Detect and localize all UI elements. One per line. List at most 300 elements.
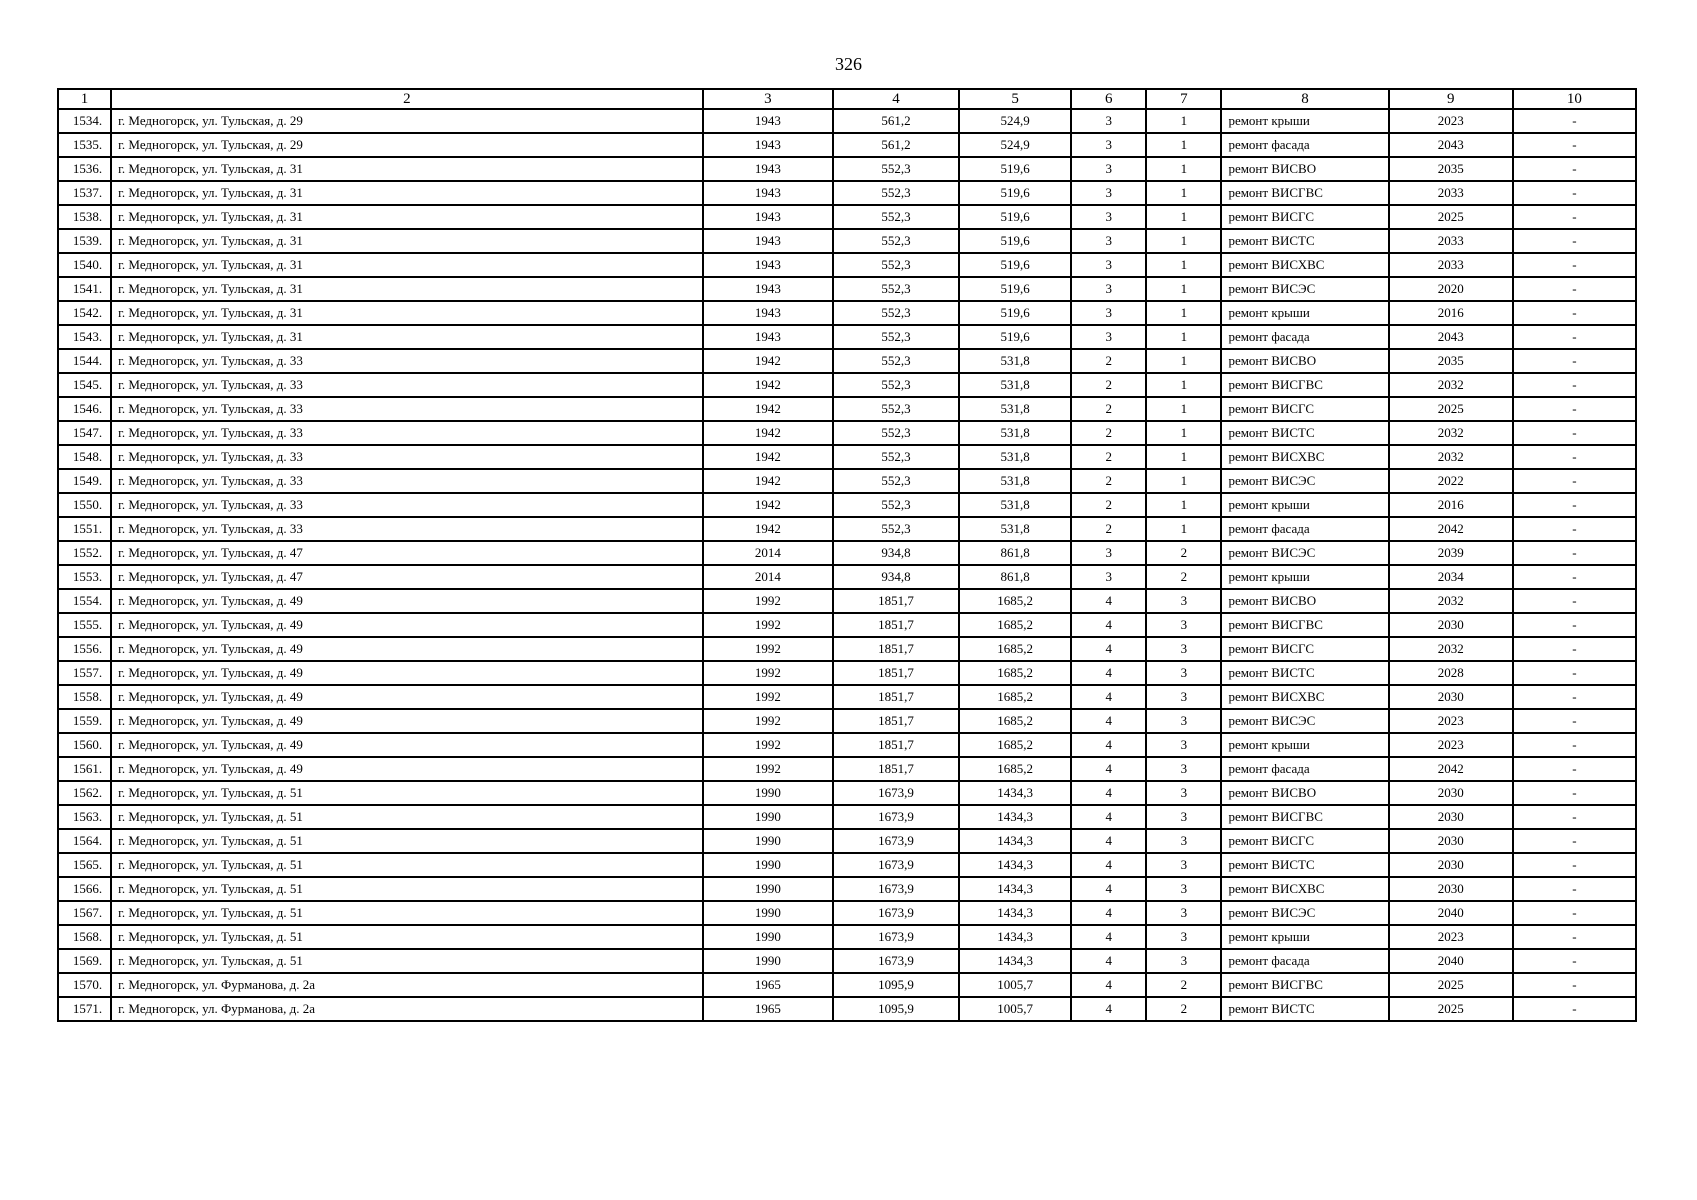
work-type-cell: ремонт ВИСГВС <box>1221 373 1388 397</box>
row-number: 1560. <box>58 733 111 757</box>
address-cell: г. Медногорск, ул. Тульская, д. 49 <box>111 733 703 757</box>
row-number: 1562. <box>58 781 111 805</box>
year-cell: 1943 <box>703 325 833 349</box>
note-cell: - <box>1513 925 1636 949</box>
year-cell: 1992 <box>703 733 833 757</box>
living-area-cell: 861,8 <box>959 541 1071 565</box>
total-area-cell: 552,3 <box>833 373 959 397</box>
total-area-cell: 1673,9 <box>833 853 959 877</box>
work-type-cell: ремонт крыши <box>1221 109 1388 133</box>
row-number: 1554. <box>58 589 111 613</box>
year-cell: 1942 <box>703 349 833 373</box>
floors-cell: 3 <box>1071 133 1146 157</box>
total-area-cell: 552,3 <box>833 277 959 301</box>
planned-year-cell: 2030 <box>1389 829 1513 853</box>
work-type-cell: ремонт фасада <box>1221 757 1388 781</box>
floors-cell: 4 <box>1071 925 1146 949</box>
total-area-cell: 1673,9 <box>833 805 959 829</box>
total-area-cell: 552,3 <box>833 301 959 325</box>
planned-year-cell: 2030 <box>1389 685 1513 709</box>
row-number: 1546. <box>58 397 111 421</box>
note-cell: - <box>1513 637 1636 661</box>
entrances-cell: 2 <box>1146 541 1221 565</box>
entrances-cell: 3 <box>1146 877 1221 901</box>
row-number: 1537. <box>58 181 111 205</box>
living-area-cell: 524,9 <box>959 109 1071 133</box>
address-cell: г. Медногорск, ул. Тульская, д. 33 <box>111 517 703 541</box>
living-area-cell: 519,6 <box>959 301 1071 325</box>
total-area-cell: 1851,7 <box>833 757 959 781</box>
total-area-cell: 1673,9 <box>833 829 959 853</box>
note-cell: - <box>1513 877 1636 901</box>
row-number: 1551. <box>58 517 111 541</box>
note-cell: - <box>1513 781 1636 805</box>
year-cell: 1943 <box>703 277 833 301</box>
note-cell: - <box>1513 325 1636 349</box>
living-area-cell: 531,8 <box>959 421 1071 445</box>
planned-year-cell: 2022 <box>1389 469 1513 493</box>
entrances-cell: 3 <box>1146 901 1221 925</box>
column-header: 5 <box>959 89 1071 109</box>
address-cell: г. Медногорск, ул. Тульская, д. 49 <box>111 757 703 781</box>
year-cell: 1943 <box>703 253 833 277</box>
floors-cell: 3 <box>1071 229 1146 253</box>
living-area-cell: 1434,3 <box>959 949 1071 973</box>
total-area-cell: 1851,7 <box>833 589 959 613</box>
planned-year-cell: 2040 <box>1389 901 1513 925</box>
column-header: 6 <box>1071 89 1146 109</box>
floors-cell: 2 <box>1071 349 1146 373</box>
floors-cell: 4 <box>1071 613 1146 637</box>
total-area-cell: 1095,9 <box>833 997 959 1021</box>
planned-year-cell: 2016 <box>1389 301 1513 325</box>
living-area-cell: 519,6 <box>959 277 1071 301</box>
row-number: 1535. <box>58 133 111 157</box>
entrances-cell: 1 <box>1146 493 1221 517</box>
entrances-cell: 3 <box>1146 685 1221 709</box>
work-type-cell: ремонт крыши <box>1221 493 1388 517</box>
floors-cell: 4 <box>1071 685 1146 709</box>
table-row <box>58 277 1636 301</box>
table-row <box>58 685 1636 709</box>
note-cell: - <box>1513 709 1636 733</box>
address-cell: г. Медногорск, ул. Тульская, д. 29 <box>111 109 703 133</box>
entrances-cell: 1 <box>1146 469 1221 493</box>
address-cell: г. Медногорск, ул. Тульская, д. 51 <box>111 925 703 949</box>
row-number: 1561. <box>58 757 111 781</box>
living-area-cell: 1685,2 <box>959 709 1071 733</box>
year-cell: 1992 <box>703 709 833 733</box>
address-cell: г. Медногорск, ул. Тульская, д. 49 <box>111 709 703 733</box>
planned-year-cell: 2025 <box>1389 997 1513 1021</box>
address-cell: г. Медногорск, ул. Тульская, д. 31 <box>111 181 703 205</box>
year-cell: 1942 <box>703 445 833 469</box>
table-row <box>58 973 1636 997</box>
entrances-cell: 3 <box>1146 709 1221 733</box>
address-cell: г. Медногорск, ул. Тульская, д. 31 <box>111 157 703 181</box>
total-area-cell: 1673,9 <box>833 925 959 949</box>
floors-cell: 4 <box>1071 661 1146 685</box>
year-cell: 2014 <box>703 565 833 589</box>
address-cell: г. Медногорск, ул. Тульская, д. 31 <box>111 277 703 301</box>
row-number: 1570. <box>58 973 111 997</box>
floors-cell: 2 <box>1071 469 1146 493</box>
row-number: 1549. <box>58 469 111 493</box>
address-cell: г. Медногорск, ул. Тульская, д. 33 <box>111 469 703 493</box>
total-area-cell: 552,3 <box>833 349 959 373</box>
total-area-cell: 552,3 <box>833 517 959 541</box>
living-area-cell: 1005,7 <box>959 973 1071 997</box>
note-cell: - <box>1513 685 1636 709</box>
work-type-cell: ремонт ВИСГВС <box>1221 181 1388 205</box>
year-cell: 1992 <box>703 613 833 637</box>
entrances-cell: 3 <box>1146 829 1221 853</box>
entrances-cell: 2 <box>1146 997 1221 1021</box>
planned-year-cell: 2035 <box>1389 157 1513 181</box>
table-row <box>58 421 1636 445</box>
work-type-cell: ремонт ВИСГС <box>1221 397 1388 421</box>
living-area-cell: 531,8 <box>959 349 1071 373</box>
row-number: 1553. <box>58 565 111 589</box>
living-area-cell: 1685,2 <box>959 589 1071 613</box>
column-header: 8 <box>1221 89 1388 109</box>
note-cell: - <box>1513 373 1636 397</box>
planned-year-cell: 2030 <box>1389 805 1513 829</box>
note-cell: - <box>1513 973 1636 997</box>
note-cell: - <box>1513 301 1636 325</box>
work-type-cell: ремонт крыши <box>1221 733 1388 757</box>
address-cell: г. Медногорск, ул. Тульская, д. 33 <box>111 445 703 469</box>
total-area-cell: 552,3 <box>833 181 959 205</box>
note-cell: - <box>1513 181 1636 205</box>
entrances-cell: 1 <box>1146 277 1221 301</box>
column-header: 1 <box>58 89 111 109</box>
note-cell: - <box>1513 229 1636 253</box>
floors-cell: 4 <box>1071 733 1146 757</box>
row-number: 1548. <box>58 445 111 469</box>
work-type-cell: ремонт фасада <box>1221 517 1388 541</box>
entrances-cell: 1 <box>1146 325 1221 349</box>
living-area-cell: 531,8 <box>959 445 1071 469</box>
table-row <box>58 997 1636 1021</box>
work-type-cell: ремонт фасада <box>1221 133 1388 157</box>
address-cell: г. Медногорск, ул. Тульская, д. 31 <box>111 325 703 349</box>
living-area-cell: 531,8 <box>959 373 1071 397</box>
table-row <box>58 301 1636 325</box>
column-header: 2 <box>111 89 703 109</box>
column-header: 3 <box>703 89 833 109</box>
planned-year-cell: 2030 <box>1389 853 1513 877</box>
note-cell: - <box>1513 493 1636 517</box>
planned-year-cell: 2025 <box>1389 397 1513 421</box>
year-cell: 2014 <box>703 541 833 565</box>
year-cell: 1990 <box>703 781 833 805</box>
row-number: 1540. <box>58 253 111 277</box>
floors-cell: 3 <box>1071 181 1146 205</box>
floors-cell: 4 <box>1071 757 1146 781</box>
table-row <box>58 205 1636 229</box>
note-cell: - <box>1513 805 1636 829</box>
work-type-cell: ремонт ВИСТС <box>1221 421 1388 445</box>
note-cell: - <box>1513 997 1636 1021</box>
planned-year-cell: 2043 <box>1389 133 1513 157</box>
floors-cell: 3 <box>1071 109 1146 133</box>
entrances-cell: 3 <box>1146 781 1221 805</box>
total-area-cell: 1095,9 <box>833 973 959 997</box>
year-cell: 1943 <box>703 229 833 253</box>
year-cell: 1992 <box>703 757 833 781</box>
work-type-cell: ремонт ВИСГС <box>1221 829 1388 853</box>
address-cell: г. Медногорск, ул. Тульская, д. 51 <box>111 877 703 901</box>
year-cell: 1943 <box>703 109 833 133</box>
planned-year-cell: 2023 <box>1389 709 1513 733</box>
total-area-cell: 1851,7 <box>833 709 959 733</box>
work-type-cell: ремонт фасада <box>1221 325 1388 349</box>
entrances-cell: 1 <box>1146 397 1221 421</box>
total-area-cell: 552,3 <box>833 229 959 253</box>
note-cell: - <box>1513 109 1636 133</box>
work-type-cell: ремонт ВИСЭС <box>1221 901 1388 925</box>
row-number: 1538. <box>58 205 111 229</box>
address-cell: г. Медногорск, ул. Тульская, д. 31 <box>111 205 703 229</box>
floors-cell: 3 <box>1071 205 1146 229</box>
address-cell: г. Медногорск, ул. Тульская, д. 51 <box>111 853 703 877</box>
entrances-cell: 1 <box>1146 181 1221 205</box>
table-row <box>58 469 1636 493</box>
entrances-cell: 1 <box>1146 517 1221 541</box>
address-cell: г. Медногорск, ул. Тульская, д. 51 <box>111 901 703 925</box>
floors-cell: 4 <box>1071 781 1146 805</box>
year-cell: 1943 <box>703 181 833 205</box>
floors-cell: 3 <box>1071 301 1146 325</box>
entrances-cell: 1 <box>1146 445 1221 469</box>
planned-year-cell: 2025 <box>1389 205 1513 229</box>
total-area-cell: 934,8 <box>833 541 959 565</box>
table-row <box>58 109 1636 133</box>
row-number: 1544. <box>58 349 111 373</box>
living-area-cell: 1434,3 <box>959 925 1071 949</box>
work-type-cell: ремонт ВИСЭС <box>1221 709 1388 733</box>
note-cell: - <box>1513 541 1636 565</box>
column-header: 4 <box>833 89 959 109</box>
address-cell: г. Медногорск, ул. Тульская, д. 31 <box>111 229 703 253</box>
planned-year-cell: 2020 <box>1389 277 1513 301</box>
address-cell: г. Медногорск, ул. Тульская, д. 51 <box>111 829 703 853</box>
floors-cell: 4 <box>1071 973 1146 997</box>
row-number: 1555. <box>58 613 111 637</box>
floors-cell: 2 <box>1071 517 1146 541</box>
row-number: 1571. <box>58 997 111 1021</box>
floors-cell: 4 <box>1071 853 1146 877</box>
planned-year-cell: 2035 <box>1389 349 1513 373</box>
living-area-cell: 519,6 <box>959 181 1071 205</box>
note-cell: - <box>1513 253 1636 277</box>
planned-year-cell: 2033 <box>1389 253 1513 277</box>
note-cell: - <box>1513 157 1636 181</box>
total-area-cell: 552,3 <box>833 325 959 349</box>
address-cell: г. Медногорск, ул. Тульская, д. 33 <box>111 349 703 373</box>
living-area-cell: 1685,2 <box>959 757 1071 781</box>
note-cell: - <box>1513 397 1636 421</box>
work-type-cell: ремонт крыши <box>1221 925 1388 949</box>
planned-year-cell: 2042 <box>1389 757 1513 781</box>
note-cell: - <box>1513 733 1636 757</box>
planned-year-cell: 2032 <box>1389 421 1513 445</box>
planned-year-cell: 2039 <box>1389 541 1513 565</box>
total-area-cell: 552,3 <box>833 157 959 181</box>
living-area-cell: 1434,3 <box>959 781 1071 805</box>
work-type-cell: ремонт ВИСГС <box>1221 205 1388 229</box>
entrances-cell: 2 <box>1146 973 1221 997</box>
note-cell: - <box>1513 349 1636 373</box>
note-cell: - <box>1513 949 1636 973</box>
year-cell: 1942 <box>703 421 833 445</box>
year-cell: 1990 <box>703 901 833 925</box>
note-cell: - <box>1513 853 1636 877</box>
note-cell: - <box>1513 829 1636 853</box>
note-cell: - <box>1513 565 1636 589</box>
note-cell: - <box>1513 589 1636 613</box>
floors-cell: 4 <box>1071 589 1146 613</box>
floors-cell: 4 <box>1071 949 1146 973</box>
year-cell: 1990 <box>703 805 833 829</box>
work-type-cell: ремонт ВИСТС <box>1221 997 1388 1021</box>
floors-cell: 4 <box>1071 709 1146 733</box>
floors-cell: 2 <box>1071 493 1146 517</box>
table-row <box>58 901 1636 925</box>
entrances-cell: 1 <box>1146 253 1221 277</box>
table-row <box>58 541 1636 565</box>
address-cell: г. Медногорск, ул. Фурманова, д. 2а <box>111 973 703 997</box>
note-cell: - <box>1513 469 1636 493</box>
planned-year-cell: 2023 <box>1389 925 1513 949</box>
living-area-cell: 1434,3 <box>959 805 1071 829</box>
entrances-cell: 3 <box>1146 637 1221 661</box>
living-area-cell: 1434,3 <box>959 829 1071 853</box>
work-type-cell: ремонт ВИСЭС <box>1221 469 1388 493</box>
address-cell: г. Медногорск, ул. Тульская, д. 47 <box>111 565 703 589</box>
living-area-cell: 1685,2 <box>959 733 1071 757</box>
living-area-cell: 531,8 <box>959 397 1071 421</box>
living-area-cell: 531,8 <box>959 469 1071 493</box>
planned-year-cell: 2030 <box>1389 781 1513 805</box>
planned-year-cell: 2023 <box>1389 109 1513 133</box>
floors-cell: 2 <box>1071 397 1146 421</box>
table-body <box>58 109 1636 1021</box>
table-row <box>58 877 1636 901</box>
address-cell: г. Медногорск, ул. Тульская, д. 49 <box>111 613 703 637</box>
entrances-cell: 3 <box>1146 661 1221 685</box>
planned-year-cell: 2032 <box>1389 637 1513 661</box>
planned-year-cell: 2028 <box>1389 661 1513 685</box>
table-row <box>58 493 1636 517</box>
floors-cell: 3 <box>1071 565 1146 589</box>
work-type-cell: ремонт крыши <box>1221 301 1388 325</box>
floors-cell: 3 <box>1071 253 1146 277</box>
living-area-cell: 531,8 <box>959 493 1071 517</box>
table-row <box>58 229 1636 253</box>
floors-cell: 4 <box>1071 901 1146 925</box>
address-cell: г. Медногорск, ул. Тульская, д. 31 <box>111 253 703 277</box>
total-area-cell: 1673,9 <box>833 901 959 925</box>
year-cell: 1965 <box>703 997 833 1021</box>
living-area-cell: 1685,2 <box>959 613 1071 637</box>
note-cell: - <box>1513 133 1636 157</box>
total-area-cell: 1851,7 <box>833 637 959 661</box>
planned-year-cell: 2023 <box>1389 733 1513 757</box>
table-row <box>58 157 1636 181</box>
total-area-cell: 1851,7 <box>833 685 959 709</box>
note-cell: - <box>1513 421 1636 445</box>
total-area-cell: 552,3 <box>833 253 959 277</box>
total-area-cell: 1673,9 <box>833 877 959 901</box>
living-area-cell: 531,8 <box>959 517 1071 541</box>
address-cell: г. Медногорск, ул. Тульская, д. 51 <box>111 781 703 805</box>
table-row <box>58 829 1636 853</box>
living-area-cell: 1434,3 <box>959 901 1071 925</box>
entrances-cell: 3 <box>1146 949 1221 973</box>
year-cell: 1992 <box>703 637 833 661</box>
planned-year-cell: 2042 <box>1389 517 1513 541</box>
total-area-cell: 561,2 <box>833 109 959 133</box>
year-cell: 1942 <box>703 373 833 397</box>
work-type-cell: ремонт ВИСТС <box>1221 853 1388 877</box>
address-cell: г. Медногорск, ул. Тульская, д. 51 <box>111 949 703 973</box>
table-row <box>58 949 1636 973</box>
table-row <box>58 397 1636 421</box>
entrances-cell: 1 <box>1146 229 1221 253</box>
entrances-cell: 1 <box>1146 301 1221 325</box>
table-row <box>58 925 1636 949</box>
year-cell: 1942 <box>703 469 833 493</box>
planned-year-cell: 2033 <box>1389 181 1513 205</box>
work-type-cell: ремонт ВИСХВС <box>1221 685 1388 709</box>
work-type-cell: ремонт ВИСВО <box>1221 781 1388 805</box>
work-type-cell: ремонт ВИСХВС <box>1221 445 1388 469</box>
planned-year-cell: 2032 <box>1389 445 1513 469</box>
address-cell: г. Медногорск, ул. Фурманова, д. 2а <box>111 997 703 1021</box>
table-row <box>58 133 1636 157</box>
work-type-cell: ремонт ВИСЭС <box>1221 277 1388 301</box>
floors-cell: 3 <box>1071 157 1146 181</box>
living-area-cell: 519,6 <box>959 157 1071 181</box>
work-type-cell: ремонт крыши <box>1221 565 1388 589</box>
floors-cell: 4 <box>1071 997 1146 1021</box>
work-type-cell: ремонт ВИСГВС <box>1221 613 1388 637</box>
address-cell: г. Медногорск, ул. Тульская, д. 47 <box>111 541 703 565</box>
floors-cell: 2 <box>1071 445 1146 469</box>
address-cell: г. Медногорск, ул. Тульская, д. 51 <box>111 805 703 829</box>
address-cell: г. Медногорск, ул. Тульская, д. 33 <box>111 373 703 397</box>
year-cell: 1990 <box>703 877 833 901</box>
floors-cell: 4 <box>1071 637 1146 661</box>
table-row <box>58 637 1636 661</box>
address-cell: г. Медногорск, ул. Тульская, д. 49 <box>111 685 703 709</box>
row-number: 1563. <box>58 805 111 829</box>
page-number: 326 <box>835 54 862 74</box>
row-number: 1559. <box>58 709 111 733</box>
year-cell: 1942 <box>703 493 833 517</box>
living-area-cell: 1685,2 <box>959 637 1071 661</box>
address-cell: г. Медногорск, ул. Тульская, д. 49 <box>111 589 703 613</box>
planned-year-cell: 2025 <box>1389 973 1513 997</box>
planned-year-cell: 2034 <box>1389 565 1513 589</box>
table-row <box>58 181 1636 205</box>
living-area-cell: 1005,7 <box>959 997 1071 1021</box>
total-area-cell: 552,3 <box>833 469 959 493</box>
table-row <box>58 661 1636 685</box>
table-row <box>58 805 1636 829</box>
